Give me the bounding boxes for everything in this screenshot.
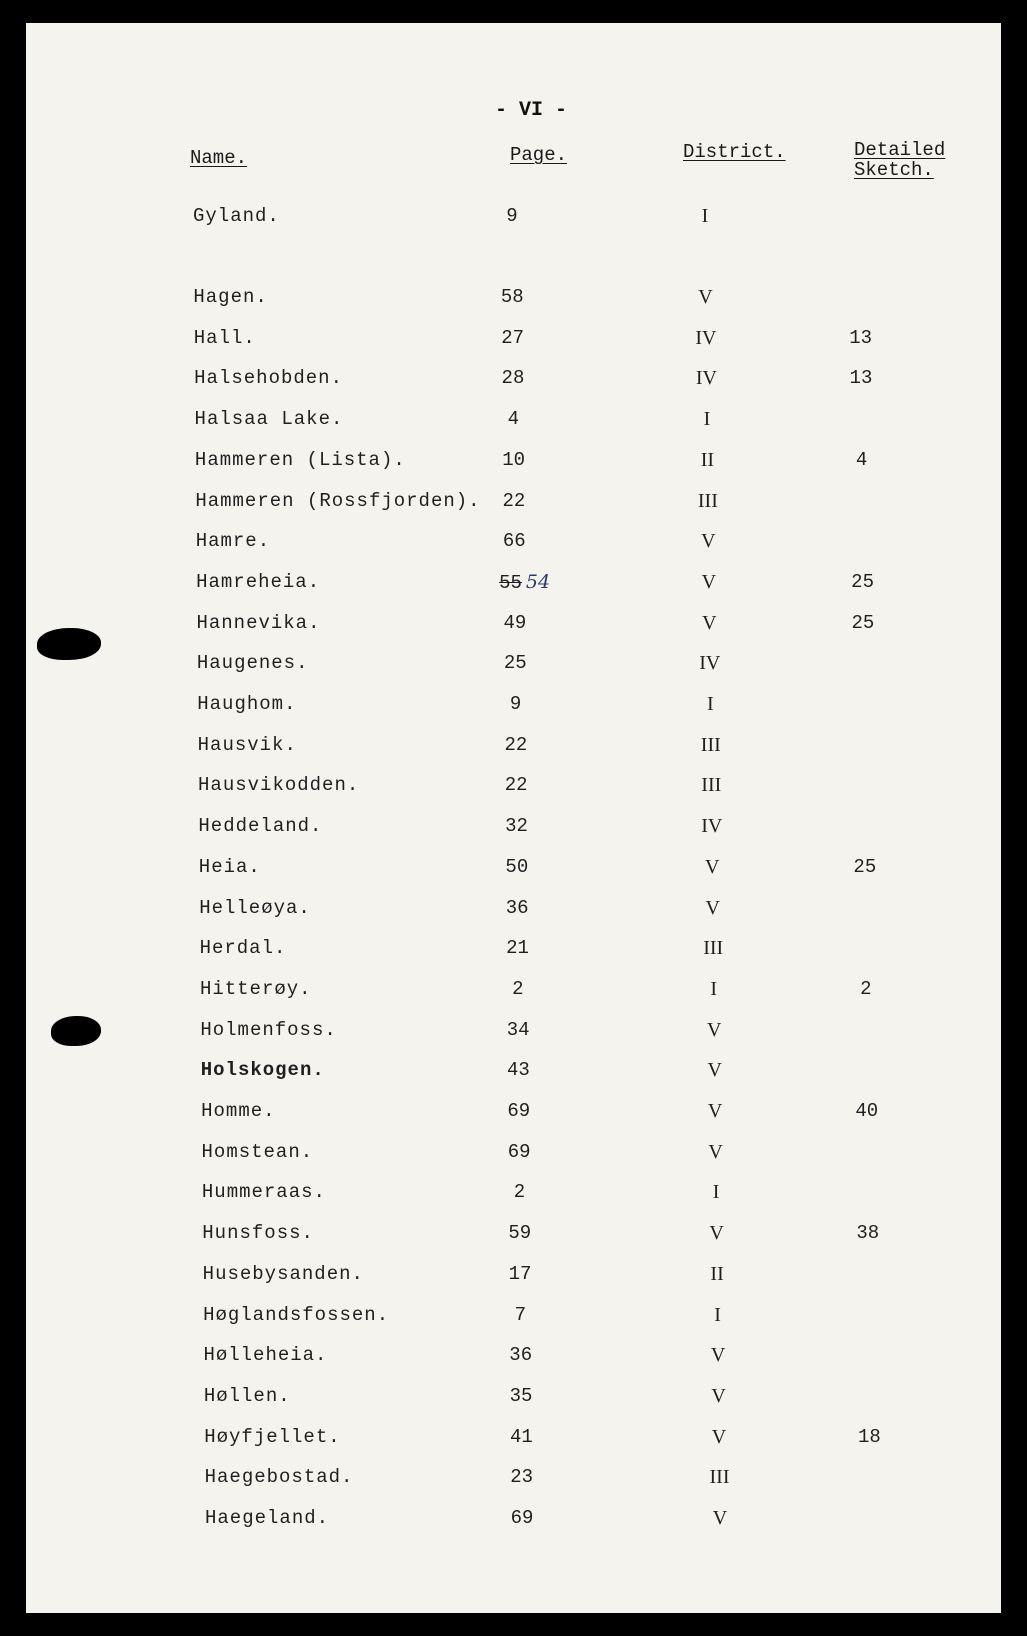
row-name: Halsaa Lake. (194, 408, 344, 431)
row-district: III (709, 1466, 730, 1489)
struck-page-number: 55 (499, 571, 522, 594)
row-page: 4 (507, 408, 519, 431)
row-name: Hagen. (193, 286, 268, 308)
row-district: V (698, 286, 713, 308)
row-page: 22 (502, 489, 526, 512)
row-name: Hunsfoss. (202, 1222, 314, 1245)
row-page: 69 (507, 1100, 531, 1122)
row-district: V (701, 530, 716, 553)
handwritten-page-correction: 54 (525, 570, 551, 593)
row-district: III (697, 489, 718, 512)
row-district: III (701, 774, 722, 797)
row-district: I (714, 1303, 721, 1326)
row-name: Hall. (193, 326, 256, 349)
row-name: Husebysanden. (202, 1262, 364, 1285)
row-name: Holskogen. (200, 1059, 325, 1082)
row-district: V (712, 1507, 728, 1529)
row-page: 50 (505, 855, 529, 878)
row-name: Høglandsfossen. (203, 1303, 390, 1326)
row-district: V (707, 1059, 722, 1082)
column-header-page: Page. (510, 144, 568, 166)
row-district: IV (695, 326, 717, 349)
row-name: Hummeraas. (201, 1181, 326, 1204)
row-name: Haugenes. (196, 652, 309, 675)
row-detailed-sketch: 4 (855, 448, 868, 471)
row-name: Gyland. (193, 205, 280, 227)
row-district: IV (699, 652, 721, 675)
row-district: V (702, 611, 717, 634)
row-district: V (710, 1344, 726, 1367)
row-name: Hitterøy. (199, 977, 312, 1000)
row-detailed-sketch: 40 (855, 1100, 879, 1122)
row-page: 22 (504, 774, 528, 797)
row-page: 23 (510, 1466, 534, 1489)
row-page: 17 (508, 1262, 532, 1285)
row-page: 7 (514, 1303, 527, 1326)
row-district: V (709, 1222, 724, 1245)
row-detailed-sketch: 25 (853, 855, 877, 878)
row-detailed-sketch: 13 (849, 367, 873, 390)
row-detailed-sketch: 38 (856, 1222, 880, 1245)
row-detailed-sketch: 25 (851, 611, 875, 634)
row-name: Hamre. (195, 530, 271, 553)
column-header-district: District. (683, 141, 786, 163)
row-district: V (711, 1425, 727, 1448)
row-district: I (706, 693, 714, 715)
row-page: 59 (508, 1222, 532, 1245)
row-name: Hausvikodden. (198, 774, 360, 797)
row-name: Høllen. (203, 1384, 291, 1407)
row-district: III (700, 733, 721, 756)
row-name: Halsehobden. (194, 367, 343, 390)
row-district: I (710, 977, 718, 1000)
row-page: 27 (501, 326, 525, 349)
row-district: V (701, 570, 717, 593)
row-district: II (700, 448, 715, 471)
row-name: Haegebostad. (204, 1466, 354, 1489)
row-district: I (703, 408, 711, 431)
row-page: 36 (509, 1344, 533, 1367)
row-district: V (705, 896, 720, 919)
row-page: 58 (500, 286, 524, 308)
column-header-detailed-sketch: Detailed Sketch. (854, 139, 946, 181)
row-page: 66 (502, 530, 526, 553)
row-page (485, 571, 565, 594)
row-page: 10 (502, 448, 526, 471)
row-page: 2 (512, 977, 524, 1000)
row-name: Heddeland. (198, 815, 323, 838)
row-page: 34 (506, 1018, 530, 1041)
row-name: Homstean. (201, 1140, 314, 1163)
row-district: V (711, 1384, 726, 1407)
row-name: Herdal. (199, 937, 287, 960)
row-district: V (707, 1100, 723, 1122)
row-page: 9 (506, 205, 518, 227)
row-page: 49 (503, 611, 527, 634)
page-number: - VI - (495, 99, 568, 122)
row-page: 36 (505, 896, 529, 919)
row-page: 43 (507, 1059, 530, 1082)
row-name: Hammeren (Rossfjorden). (195, 489, 481, 512)
row-district: III (703, 937, 724, 960)
row-page: 9 (509, 693, 522, 715)
row-name: Holmenfoss. (200, 1018, 337, 1041)
row-district: I (712, 1181, 720, 1204)
row-page: 69 (510, 1507, 534, 1529)
row-district: V (706, 1018, 722, 1041)
row-page: 28 (501, 367, 525, 390)
row-page: 25 (503, 652, 527, 675)
row-page: 32 (505, 815, 528, 838)
row-district: IV (701, 815, 723, 838)
row-page: 35 (509, 1384, 533, 1407)
row-name: Høyfjellet. (204, 1425, 341, 1448)
row-name: Hølleheia. (203, 1344, 328, 1367)
row-name: Heia. (198, 855, 261, 878)
row-detailed-sketch: 13 (849, 326, 873, 349)
row-name: Hamreheia. (196, 570, 321, 593)
row-page: 69 (507, 1140, 531, 1163)
row-district: V (708, 1140, 723, 1163)
column-header-name: Name. (190, 147, 248, 169)
row-detailed-sketch: 2 (860, 977, 872, 1000)
row-name: Hammeren (Lista). (194, 448, 406, 471)
row-name: Homme. (201, 1100, 276, 1122)
row-district: II (710, 1262, 724, 1285)
row-detailed-sketch: 18 (857, 1425, 881, 1448)
row-district: I (701, 205, 709, 227)
row-page: 2 (513, 1181, 526, 1204)
row-page: 22 (504, 733, 528, 756)
row-page: 41 (509, 1425, 533, 1448)
row-name: Haughom. (197, 693, 297, 715)
row-district: IV (695, 367, 717, 390)
row-detailed-sketch: 25 (851, 570, 874, 593)
row-name: Hausvik. (197, 733, 297, 756)
row-name: Haegeland. (205, 1507, 330, 1529)
row-page: 21 (506, 937, 529, 960)
row-district: V (705, 855, 720, 878)
row-name: Helleøya. (199, 896, 311, 919)
row-name: Hannevika. (196, 611, 321, 634)
